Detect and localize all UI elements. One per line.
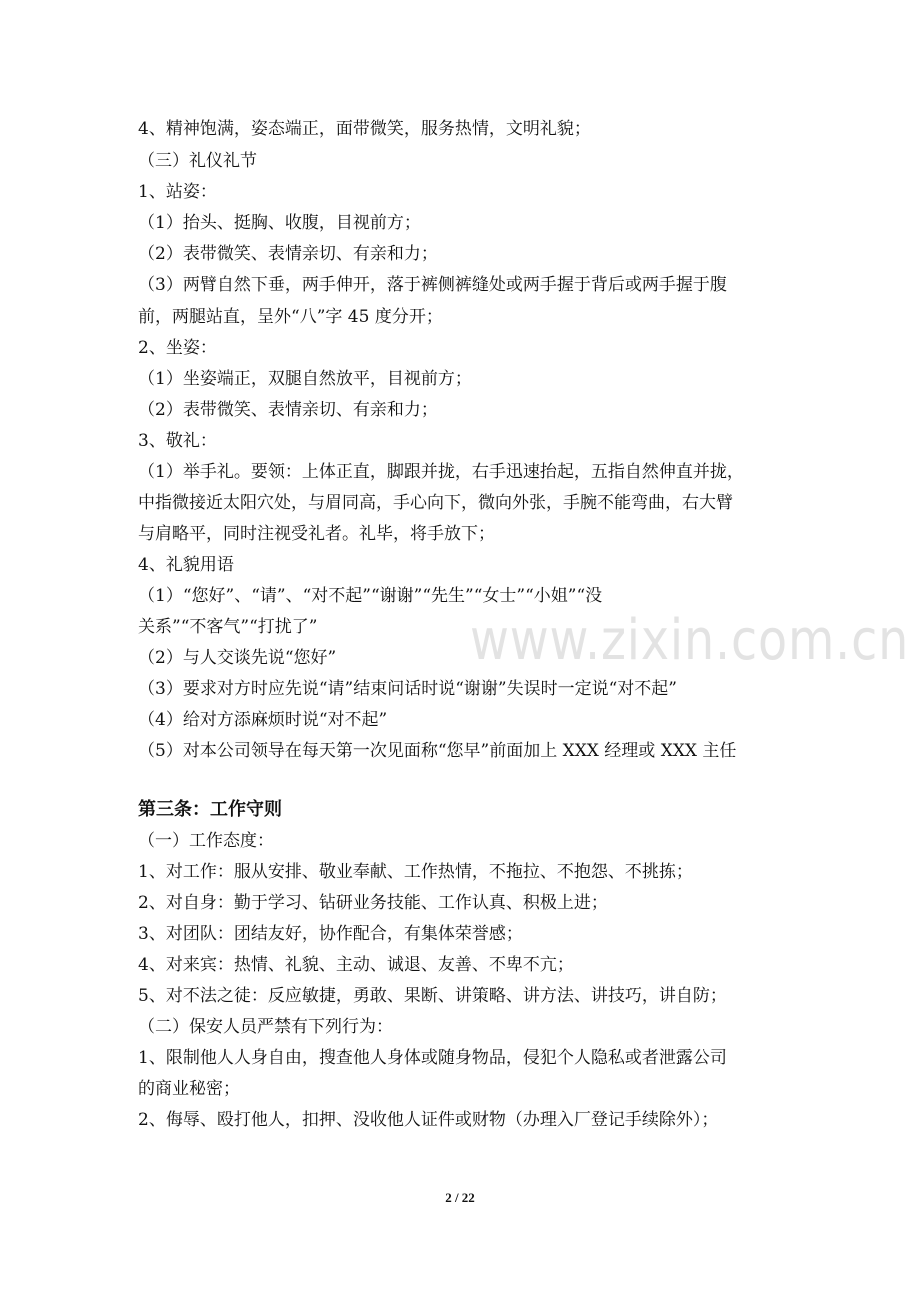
text-line: （1）坐姿端正，双腿自然放平，目视前方； [138,369,472,389]
text-line: （2）表带微笑、表情亲切、有亲和力； [138,244,438,264]
text-line: 4、礼貌用语 [138,555,234,575]
text-line: （3）要求对方时应先说“请”结束问话时说“谢谢”失误时一定说“对不起” [138,679,677,699]
text-line: 1、限制他人人身自由，搜查他人身体或随身物品，侵犯个人隐私或者泄露公司 [138,1048,727,1068]
text-line: 2、对自身：勤于学习、钻研业务技能、工作认真、积极上进； [138,893,608,913]
subheading: （三）礼仪礼节 [138,151,257,171]
text-line: 与肩略平，同时注视受礼者。礼毕，将手放下； [138,524,495,544]
text-line: 3、对团队：团结友好，协作配合，有集体荣誉感； [138,924,523,944]
text-line: 3、敬礼： [138,431,217,451]
text-line: （3）两臂自然下垂，两手伸开，落于裤侧裤缝处或两手握于背后或两手握于腹 [138,275,727,295]
watermark: www.zixin.com.cn [470,608,910,673]
text-line: 4、对来宾：热情、礼貌、主动、诚退、友善、不卑不亢； [138,955,574,975]
text-line: （2）与人交谈先说“您好” [138,648,337,668]
text-line: 的商业秘密； [138,1079,240,1099]
section-heading: 第三条：工作守则 [138,799,282,820]
text-line: （1）抬头、挺胸、收腹，目视前方； [138,213,421,233]
text-line: （1）举手礼。要领：上体正直，脚跟并拢，右手迅速抬起，五指自然伸直并拢， [138,462,744,482]
text-line: 4、精神饱满，姿态端正，面带微笑，服务热情，文明礼貌； [138,119,591,139]
text-line: 前，两腿站直，呈外“八”字 45 度分开； [138,307,443,327]
text-line: 5、对不法之徒：反应敏捷，勇敢、果断、讲策略、讲方法、讲技巧，讲自防； [138,986,727,1006]
text-line: 2、坐姿： [138,338,217,358]
text-line: （2）表带微笑、表情亲切、有亲和力； [138,400,438,420]
text-line: 1、对工作：服从安排、敬业奉献、工作热情，不拖拉、不抱怨、不挑拣； [138,862,693,882]
subheading: （一）工作态度： [138,831,274,851]
text-line: 1、站姿： [138,182,217,202]
text-line: 2、侮辱、殴打他人，扣押、没收他人证件或财物（办理入厂登记手续除外）； [138,1110,719,1130]
subheading: （二）保安人员严禁有下列行为： [138,1017,393,1037]
page-number: 2 / 22 [445,1190,475,1205]
text-line: （1）“您好”、“请”、“对不起”“谢谢”“先生”“女士”“小姐”“没 [138,586,603,606]
text-line: 中指微接近太阳穴处，与眉同高，手心向下，微向外张，手腕不能弯曲，右大臂 [138,493,733,513]
text-line: （4）给对方添麻烦时说“对不起” [138,710,388,730]
text-line: （5）对本公司领导在每天第一次见面称“您早”前面加上 XXX 经理或 XXX 主任 [138,741,737,761]
text-line: 关系”“不客气”“打扰了” [138,617,318,637]
